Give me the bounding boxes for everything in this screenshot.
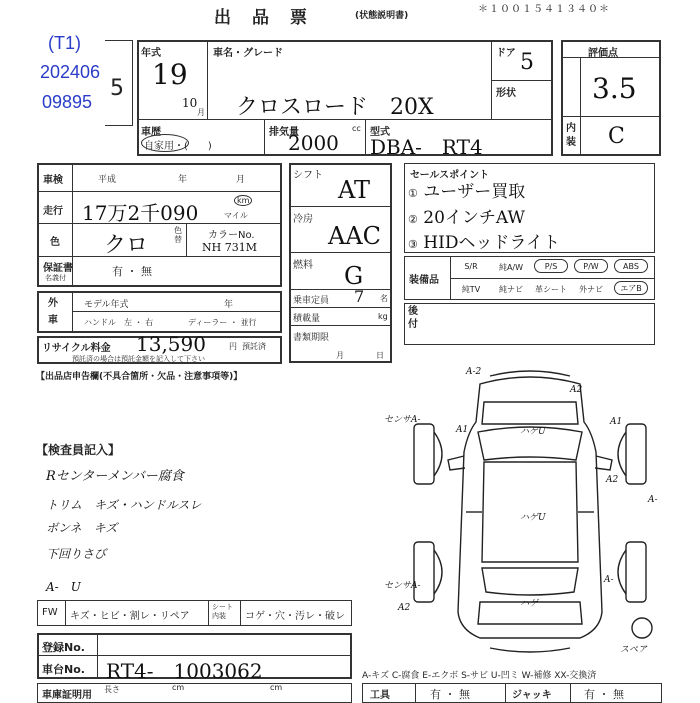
retrofit-box bbox=[404, 303, 655, 345]
recycle-note: 預託済の場合は預託金額を記入して下さい bbox=[72, 355, 205, 363]
cert-length: 長さ bbox=[104, 685, 120, 694]
shaken-month: 月 bbox=[236, 175, 246, 185]
equipment-label: 装備品 bbox=[409, 275, 439, 286]
load-label: 積載量 bbox=[293, 314, 321, 324]
ac-label: 冷房 bbox=[293, 214, 313, 225]
cc-value: 2000 bbox=[288, 131, 339, 155]
diagram-mark-12: スペア bbox=[620, 645, 648, 655]
warranty-opts: 有 ・ 無 bbox=[112, 265, 152, 278]
docs-month: 月 bbox=[336, 351, 344, 360]
stamp-lane: 5 bbox=[110, 76, 124, 101]
interior-value: C bbox=[608, 124, 625, 149]
dealer-notes-label: 【出品店申告欄(不具合箇所・欠品・注意事項等)】 bbox=[36, 372, 243, 382]
import-handle: ハンドル 左 ・ 右 bbox=[84, 318, 154, 327]
equip-ps: P/S bbox=[534, 259, 568, 273]
mileage-value: 17万2千090 bbox=[82, 201, 199, 225]
fuel-value: G bbox=[344, 262, 364, 290]
inspector-label: 【検査員記入】 bbox=[36, 443, 121, 457]
load-unit: kg bbox=[378, 312, 388, 321]
diagram-mark-13: センサA- bbox=[384, 581, 421, 591]
inspector-note-4: 下回りさび bbox=[46, 547, 107, 561]
inspector-note-2: トリム キズ・ハンドルスレ bbox=[46, 498, 202, 512]
equip-sr: S/R bbox=[464, 262, 478, 271]
interior-label: 内装 bbox=[566, 123, 576, 148]
shaken-era: 平成 bbox=[98, 175, 117, 185]
equip-airbag: エアB bbox=[614, 281, 648, 295]
grade-value: 3.5 bbox=[592, 72, 637, 105]
diagram-mark-9: A- bbox=[648, 495, 658, 505]
color-value: クロ bbox=[104, 233, 149, 258]
equip-pw: P/W bbox=[574, 259, 608, 273]
door-label: ドア bbox=[496, 48, 516, 59]
colorno-value: NH 731M bbox=[202, 241, 257, 254]
mileage-label: 走行 bbox=[43, 206, 63, 217]
shaken-label: 車検 bbox=[43, 175, 63, 186]
shaken-year: 年 bbox=[178, 175, 188, 185]
diagram-mark-5: センサA- bbox=[384, 415, 421, 425]
sales-point-2: ② 20インチAW bbox=[408, 208, 525, 228]
history-circle bbox=[141, 134, 189, 152]
docs-label: 書類期限 bbox=[293, 333, 330, 343]
mile-unit: マイル bbox=[224, 211, 248, 220]
diagram-mark-11: ハゲ bbox=[520, 599, 539, 609]
inspector-note-1: Rセンターメンバー腐食 bbox=[46, 469, 184, 484]
stamp-line1: (T1) bbox=[48, 33, 81, 53]
interior-seat: シート内装 bbox=[212, 603, 233, 620]
model-label: 型式 bbox=[370, 127, 390, 138]
interior-items: キズ・ヒビ・割レ・リペア bbox=[70, 611, 190, 622]
cert-cm-1: cm bbox=[172, 683, 185, 692]
shift-value: AT bbox=[338, 176, 371, 204]
equip-navi: 純ナビ bbox=[499, 285, 523, 294]
km-unit: km bbox=[234, 195, 252, 206]
diagram-mark-3: ハゲU bbox=[520, 427, 546, 437]
stamp-frame bbox=[105, 40, 133, 126]
inspector-note-5: A- U bbox=[46, 580, 81, 594]
recycle-value: 13,590 bbox=[136, 332, 206, 356]
cert-label: 車庫証明用 bbox=[42, 690, 92, 701]
diagram-mark-4: A2 bbox=[570, 385, 583, 395]
equip-alloy: 純A/W bbox=[498, 263, 524, 272]
recycle-unit: 円 bbox=[229, 342, 237, 351]
month-value: 10 bbox=[182, 96, 198, 110]
diagram-mark-2: A1 bbox=[456, 425, 469, 435]
grade-label: 評価点 bbox=[588, 48, 618, 59]
inspector-note-3: ボンネ キズ bbox=[46, 521, 118, 535]
equip-abs: ABS bbox=[614, 259, 648, 273]
recycle-status: 預託済 bbox=[242, 342, 266, 351]
capacity-value: 7 bbox=[354, 287, 365, 306]
name-value: クロスロード 20X bbox=[236, 95, 434, 120]
capacity-unit: 名 bbox=[380, 294, 388, 303]
reg-label: 登録No. bbox=[42, 641, 85, 654]
history-value: 自家用・( ) bbox=[144, 141, 212, 152]
diagram-mark-8: ハゲU bbox=[520, 513, 546, 523]
year-value: 19 bbox=[152, 58, 188, 91]
cc-label: 排気量 bbox=[269, 127, 299, 138]
chassis-label: 車台No. bbox=[42, 663, 85, 676]
chassis-value: RT4- 1003062 bbox=[106, 659, 263, 683]
color-label: 色 bbox=[50, 237, 60, 248]
fuel-label: 燃料 bbox=[293, 260, 313, 271]
history-label: 車歴 bbox=[141, 127, 161, 138]
recycle-label: リサイクル料金 bbox=[42, 343, 111, 354]
import-dealer: ディーラー ・ 並行 bbox=[188, 318, 257, 327]
colorno-label: カラーNo. bbox=[208, 230, 255, 241]
interior-items2: コゲ・穴・汚レ・破レ bbox=[245, 611, 345, 622]
ac-value: AAC bbox=[328, 222, 382, 250]
warranty-label: 保証書 bbox=[43, 263, 73, 274]
tool-opts: 有 ・ 無 bbox=[430, 688, 470, 701]
capacity-label: 乗車定員 bbox=[293, 296, 330, 306]
form-subtitle: (状態説明書) bbox=[355, 11, 409, 21]
equip-tv: 純TV bbox=[461, 285, 481, 294]
damage-legend: A-キズ C-腐食 E-エクボ S-サビ U-凹ミ W-補修 XX-交換済 bbox=[362, 671, 597, 681]
model-value: DBA- RT4 bbox=[370, 135, 483, 159]
import-model: モデル年式 bbox=[84, 300, 129, 310]
import-label: 外車 bbox=[48, 298, 58, 326]
door-value: 5 bbox=[520, 50, 534, 75]
serial-number: ＊１００１５４１３４０＊ bbox=[478, 4, 610, 15]
diagram-mark-6: A1 bbox=[610, 417, 623, 427]
equip-leather: 革シート bbox=[535, 285, 567, 294]
jack-opts: 有 ・ 無 bbox=[584, 688, 624, 701]
sales-point-1: ① ユーザー買取 bbox=[408, 182, 526, 202]
year-label: 年式 bbox=[141, 48, 161, 59]
stamp-line2: 202406 bbox=[40, 62, 101, 82]
diagram-mark-14: A2 bbox=[398, 603, 411, 613]
cert-cm-2: cm bbox=[270, 683, 283, 692]
shape-label: 形状 bbox=[496, 88, 516, 99]
diagram-mark-1: A-2 bbox=[466, 367, 482, 377]
stamp-line3: 09895 bbox=[42, 92, 93, 112]
car-diagram bbox=[370, 362, 690, 662]
diagram-mark-7: A2 bbox=[606, 475, 619, 485]
import-year: 年 bbox=[224, 300, 234, 310]
interior-fw: FW bbox=[42, 607, 58, 618]
docs-day: 日 bbox=[376, 351, 384, 360]
warranty-note: 名義付 bbox=[45, 274, 66, 282]
month-unit: 月 bbox=[197, 108, 205, 117]
retrofit-label: 後付 bbox=[408, 306, 418, 330]
color-change-label: 色替 bbox=[174, 226, 182, 244]
equip-extnavi: 外ナビ bbox=[579, 285, 603, 294]
form-title: 出 品 票 bbox=[214, 8, 309, 28]
diagram-mark-10: A- bbox=[604, 575, 614, 585]
cc-unit: cc bbox=[352, 124, 361, 133]
sales-point-3: ③ HIDヘッドライト bbox=[408, 233, 560, 253]
jack-label: ジャッキ bbox=[512, 690, 552, 701]
sales-label: セールスポイント bbox=[410, 170, 490, 181]
tool-label: 工具 bbox=[370, 690, 390, 701]
shift-label: シフト bbox=[293, 170, 323, 181]
name-label: 車名・グレード bbox=[213, 48, 283, 59]
